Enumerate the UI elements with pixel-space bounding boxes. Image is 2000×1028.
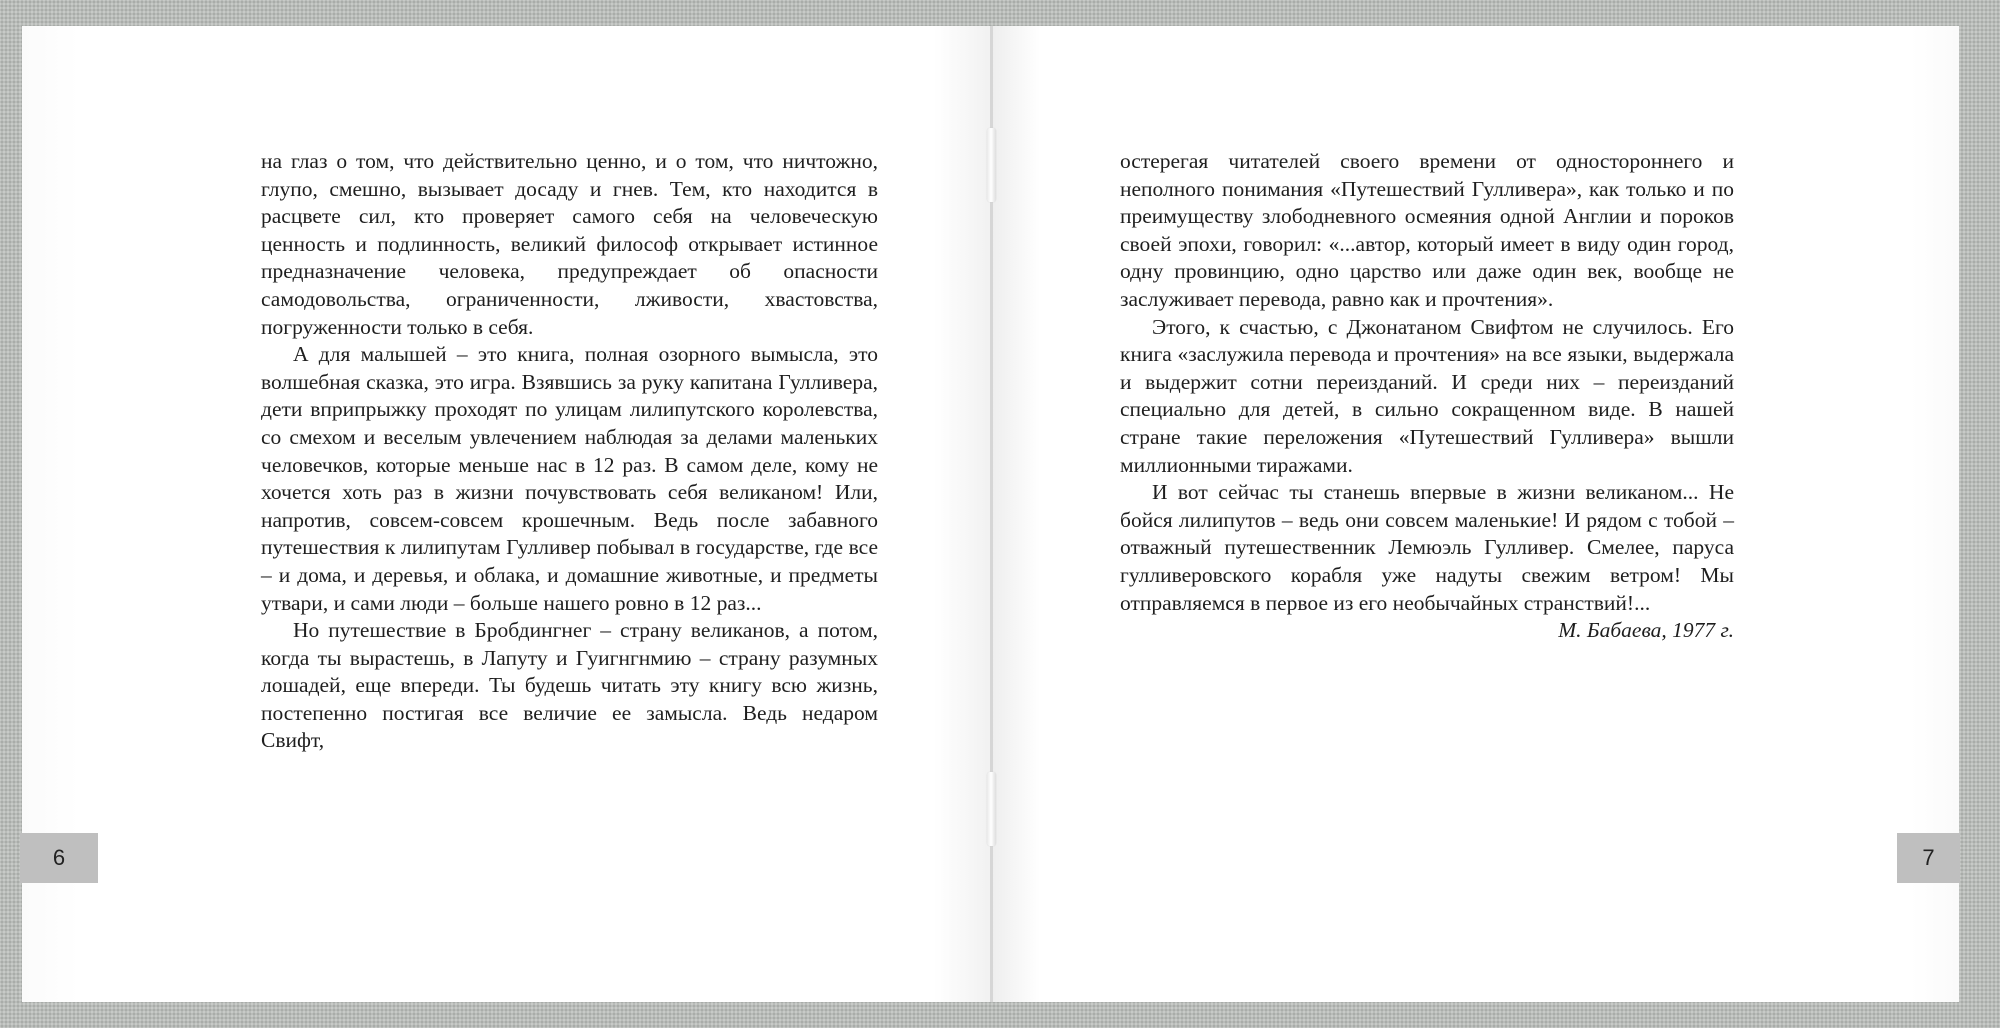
- right-page-text: [1120, 148, 1734, 645]
- paragraph: А для малышей – это книга, полная озорного вымысла, это волшебная сказка, это игра. Взявшись за руку капитана Гулливера, дети вприпрыжку проходят по улицам лилипутского королевства, со смехом и веселым увлечением наблюдая за делами маленьких человечков, которые меньше нас в 12 раз. В самом деле, кому не хочется хоть раз в жизни почувствовать себя великаном! Или, напротив, совсем-совсем крошечным. Ведь после забавного путешествия к лилипутам Гулливер побывал в государстве, где все – и дома, и деревья, и облака, и домашние животные, и предметы утвари, и сами люди – больше нашего ровно в 12 раз...: [261, 342, 878, 615]
- page-number-left: 6: [20, 833, 98, 883]
- paragraph: Этого, к счастью, с Джонатаном Свифтом не случилось. Его книга «заслужила перевода и прочтения» на все языки, выдержала и выдержит сотни переизданий. И среди них – переизданий специально для детей, в сильно сокращенном виде. В нашей стране такие переложения «Путешествий Гулливера» вышли миллионными тиражами.: [1120, 314, 1734, 477]
- paragraph: Но путешествие в Бробдингнег – страну великанов, а потом, когда ты вырастешь, в Лапуту и Гуигнгнмию – страну разумных лошадей, еще впереди. Ты будешь читать эту книгу всю жизнь, постепенно постигая все величие ее замысла. Ведь недаром Свифт,: [261, 618, 878, 753]
- paragraph: И вот сейчас ты станешь впервые в жизни великаном... Не бойся лилипутов – ведь они совсем маленькие! И рядом с тобой – отважный путешественник Лемюэль Гулливер. Смелее, паруса гулливеровского корабля уже надуты свежим ветром! Мы отправляемся в первое из его необычайных странствий!...: [1120, 480, 1734, 615]
- staple-bottom: [987, 772, 996, 846]
- page-number-right: 7: [1897, 833, 1960, 883]
- left-page-text: [261, 148, 878, 755]
- staple-top: [987, 128, 996, 202]
- paragraph: на глаз о том, что действительно ценно, и о том, что ничтожно, глупо, смешно, вызывает досаду и гнев. Тем, кто находится в расцвете сил, кто проверяет самого себя на человеческую ценность и подлинность, великий философ открывает истинное предназначение человека, предупреждает об опасности самодовольства, ограниченности, лживости, хвастовства, погруженности только в себя.: [261, 149, 878, 339]
- author-signature: М. Бабаева, 1977 г.: [1558, 618, 1734, 643]
- paragraph: остерегая читателей своего времени от одностороннего и неполного понимания «Путешествий Гулливера», как только и по преимуществу злободневного осмеяния одной Англии и пороков своей эпохи, говорил: «...автор, который имеет в виду один город, одну провинцию, одно царство или даже один век, вообще не заслуживает перевода, равно как и прочтения».: [1120, 149, 1734, 311]
